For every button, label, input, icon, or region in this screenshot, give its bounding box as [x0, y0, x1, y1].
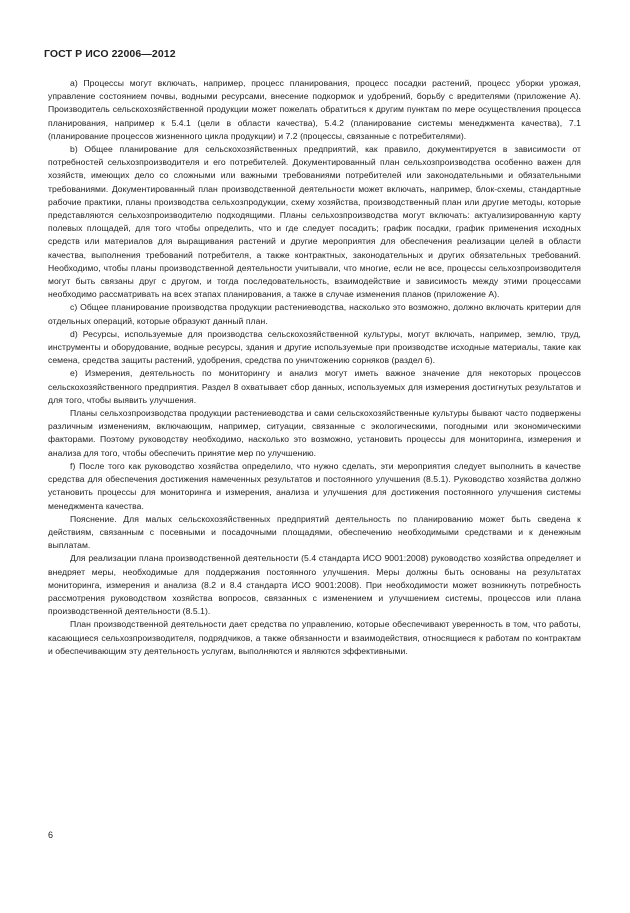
paragraph-item-c: c) Общее планирование производства продукции растениеводства, насколько это возможно, должно включать критерии для отдельных операций, которые образуют данный план. — [48, 302, 581, 326]
paragraph-item-b: b) Общее планирование для сельскохозяйственных предприятий, как правило, документируется в зависимости от потребностей сельхозпроизводителя и его потребителей. Документированный план сельхозпроизводства особенно важен для хозяйств, имеющих дело со сложными или важными требованиями потребителей или законодательными и обязательными требованиями. Документированный план производственной деятельности может включать, например, блок-схемы, стандартные рабочие практики, планы производства сельхозпродукции, схему хозяйства, производственный план или другие методы, которые представляются сельхозпроизводителю подходящими. Планы сельхозпроизводства могут включать: актуализированную карту полевых площадей, для того чтобы определить, что и где следует посадить; график посадки, график применения исходных средств или материалов для выращивания растений и другие мероприятия для обеспечения реализации целей в области качества, выполнения требований потребителя, а также контрактных, законодательных и других обязательных требований. Необходимо, чтобы планы производственной деятельности учитывали, что многие, если не все, процессы сельхозпроизводителя могут быть связаны друг с другом, и тогда последовательность, взаимодействие и зависимость между этими процессами необходимо рассматривать на всех этапах планирования, а также в случае изменения планов (приложение А). — [48, 144, 581, 300]
standard-header: ГОСТ Р ИСО 22006—2012 — [44, 48, 176, 60]
paragraph-item-d: d) Ресурсы, используемые для производства сельскохозяйственной культуры, могут включать, например, землю, труд, инструменты и оборудование, водные ресурсы, здания и другие используемые при производстве исходные материалы, такие как семена, средства защиты растений, удобрения, средства по уничтожению сорняков (раздел 6). — [48, 328, 581, 366]
page-number: 6 — [48, 830, 54, 840]
paragraph-note: Пояснение. Для малых сельскохозяйственных предприятий деятельность по планированию может быть сведена к действиям, связанным с посевными и посадочными площадями, обеспечению необходимыми средствами и к денежным выплатам. — [48, 513, 581, 551]
paragraph-item-e: e) Измерения, деятельность по мониторингу и анализ могут иметь важное значение для некоторых процессов сельскохозяйственного предприятия. Раздел 8 охватывает сбор данных, используемых для измерения достигнутых результатов и для того, чтобы выявить улучшения. — [48, 368, 581, 405]
paragraph-plan-control: План производственной деятельности дает средства по управлению, которые обеспечивают уверенность в том, что работы, касающиеся сельхозпроизводителя, подрядчиков, а также обязанности и взаимодействия, относящиеся к работам по контрактам и обеспечивающим эту деятельность услугам, выполняются и являются эффективными. — [48, 619, 581, 656]
paragraph-item-f: f) После того как руководство хозяйства определило, что нужно сделать, эти мероприятия следует выполнить в качестве средства для обеспечения достижения намеченных результатов и постоянного улучшения (8.5.1). Руководство хозяйства должно установить процессы для мониторинга и измерения, анализа и улучшения для достижения постоянного улучшения системы менеджмента качества. — [48, 460, 581, 511]
paragraph-plans: Планы сельхозпроизводства продукции растениеводства и сами сельскохозяйственные культуры бывают часто подвержены различным изменениям, включающим, например, ситуации, связанные с экологическими, погодными или экономическими факторами. Поэтому руководству необходимо, насколько это возможно, установить процессы для мониторинга, измерения и анализа для того, чтобы обеспечить принятие мер по улучшению. — [48, 408, 581, 458]
paragraph-item-a: а) Процессы могут включать, например, процесс планирования, процесс посадки растений, процесс уборки урожая, управление состоянием почвы, водными ресурсами, внесение подкормок и удобрений, борьбу с вредителями (приложение А). Производитель сельскохозяйственной продукции может пожелать обратиться к другим пунктам по мере осуществления процесса планирования, например к 5.4.1 (цели в области качества), 5.4.2 (планирование системы менеджмента качества), 7.1 (планирование процессов жизненного цикла продукции) и 7.2 (процессы, связанные с потребителями). — [48, 78, 581, 141]
document-body — [48, 77, 581, 658]
paragraph-implementation: Для реализации плана производственной деятельности (5.4 стандарта ИСО 9001:2008) руководство хозяйства определяет и внедряет меры, необходимые для поддержания постоянного улучшения. Меры должны быть основаны на результатах мониторинга, измерения и анализа (8.2 и 8.4 стандарта ИСО 9001:2008). При необходимости может возникнуть потребность рассмотрения руководством хозяйства вопросов, связанных с изменением и улучшением системы, процессов или плана производственной деятельности (8.5.1). — [48, 553, 581, 617]
